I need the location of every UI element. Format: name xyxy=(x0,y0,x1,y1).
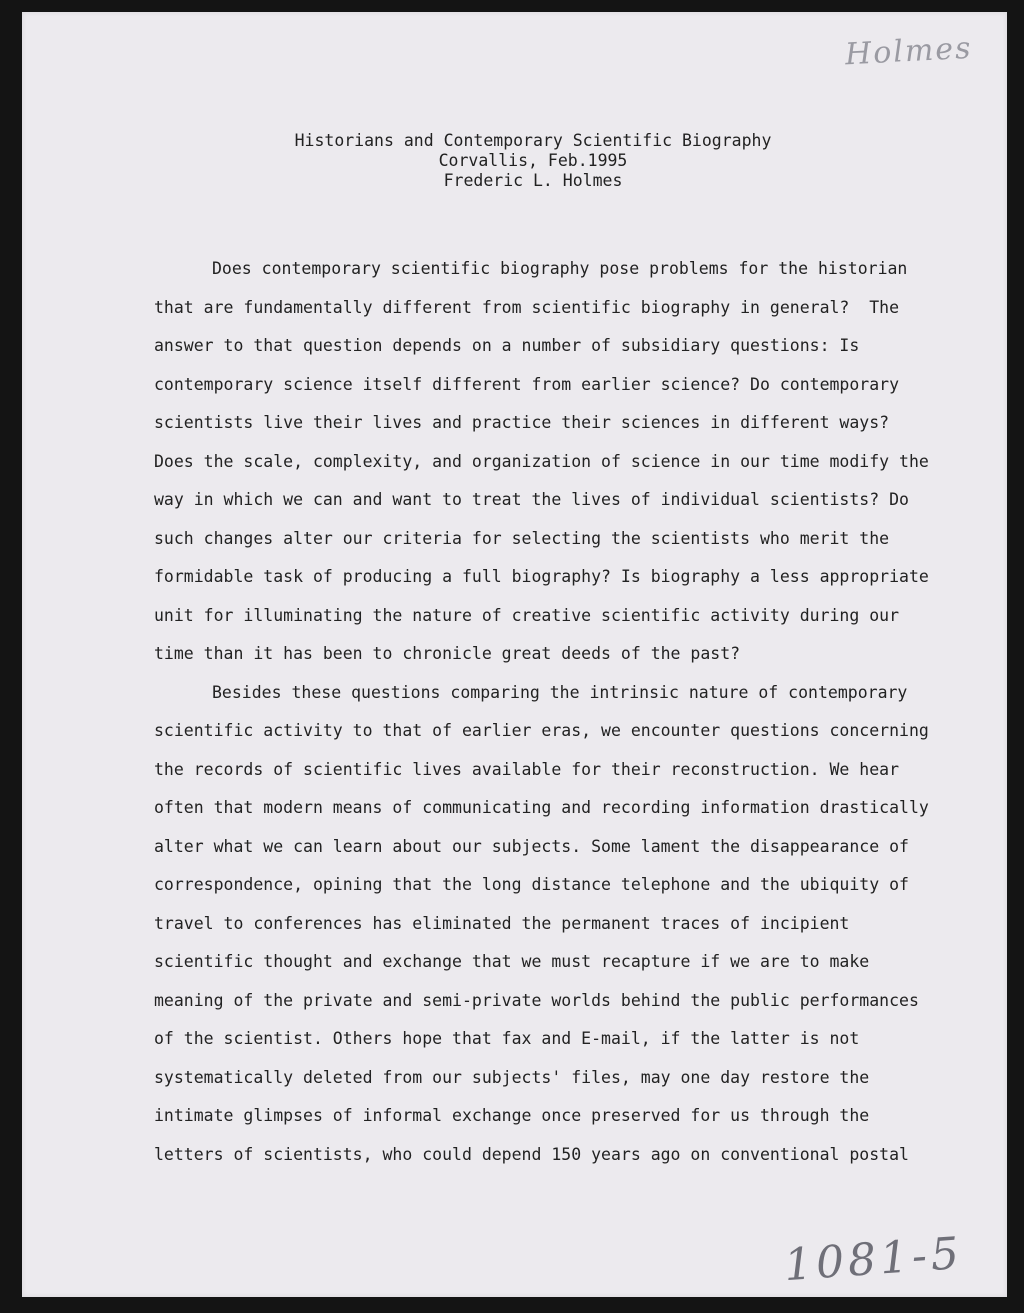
text-line: Besides these questions comparing the intrinsic nature of contemporary xyxy=(212,682,908,702)
handwritten-annotation-name: Holmes xyxy=(844,30,974,73)
document-title: Historians and Contemporary Scientific Biography xyxy=(294,131,772,150)
text-line: contemporary science itself different from earlier science? Do contemporary xyxy=(154,374,900,394)
text-line: such changes alter our criteria for selecting the scientists who merit the xyxy=(154,528,890,548)
text-line: letters of scientists, who could depend 150 years ago on conventional postal xyxy=(154,1144,909,1164)
text-line: travel to conferences has eliminated the permanent traces of incipient xyxy=(154,913,850,933)
text-line: Does the scale, complexity, and organization of science in our time modify the xyxy=(154,451,929,471)
document-body xyxy=(154,250,929,1174)
document-place-date: Corvallis, Feb.1995 xyxy=(438,151,628,170)
text-line: formidable task of producing a full biography? Is biography a less appropriate xyxy=(154,567,929,586)
text-line: systematically deleted from our subjects' files, may one day restore the xyxy=(154,1067,870,1087)
text-line: the records of scientific lives available for their reconstruction. We hear xyxy=(154,759,900,779)
text-line: answer to that question depends on a number of subsidiary questions: Is xyxy=(154,336,860,355)
text-line: correspondence, opining that the long distance telephone and the ubiquity of xyxy=(154,875,909,894)
text-line: time than it has been to chronicle great deeds of the past? xyxy=(154,644,741,663)
text-line: scientific thought and exchange that we must recapture if we are to make xyxy=(154,952,870,971)
text-line: Does contemporary scientific biography pose problems for the historian xyxy=(212,259,908,278)
text-line: scientific activity to that of earlier eras, we encounter questions concerning xyxy=(154,721,929,740)
text-line: way in which we can and want to treat the lives of individual scientists? Do xyxy=(154,490,909,509)
text-line: that are fundamentally different from scientific biography in general? The xyxy=(154,297,900,317)
text-line: meaning of the private and semi-private worlds behind the public performances xyxy=(154,990,919,1010)
handwritten-annotation-number: 1081-5 xyxy=(782,1227,965,1292)
document-header xyxy=(22,131,1024,191)
document-page xyxy=(22,12,1007,1297)
text-line: often that modern means of communicating and recording information drastically xyxy=(154,798,929,817)
document-author: Frederic L. Holmes xyxy=(443,171,623,190)
text-line: scientists live their lives and practice their sciences in different ways? xyxy=(154,413,890,432)
text-line: alter what we can learn about our subjects. Some lament the disappearance of xyxy=(154,836,909,856)
text-line: unit for illuminating the nature of creative scientific activity during our xyxy=(154,605,900,625)
text-line: of the scientist. Others hope that fax and E-mail, if the latter is not xyxy=(154,1029,860,1048)
text-line: intimate glimpses of informal exchange once preserved for us through the xyxy=(154,1106,870,1125)
